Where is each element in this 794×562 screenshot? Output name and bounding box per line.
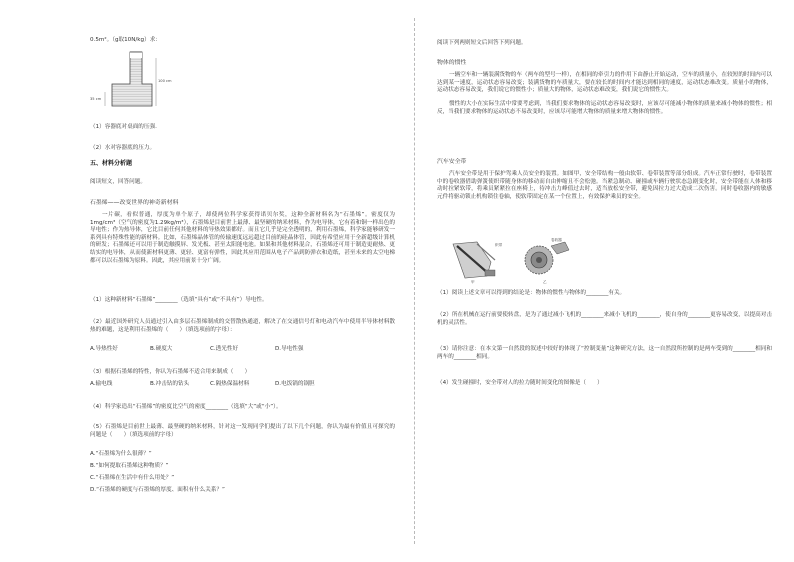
section-heading-5: 五、材料分析题 bbox=[90, 160, 133, 167]
question-b4: （4）发生碰撞时，安全带对人的拉力随时间变化的图像是（ ） bbox=[437, 380, 603, 386]
question-a5: （5）石墨烯是目前世上最薄、最坚硬的纳米材料，针对这一发现同学们提出了以下几个问题，你认为最有价值且可探究的问题是（ ）（填选项前的字母） bbox=[90, 424, 395, 438]
a3-option-d: D.电饭锅的锅胆 bbox=[275, 381, 315, 387]
a5-option-c: C.“石墨烯在生活中有什么用处？” bbox=[90, 475, 175, 481]
question-a2: （2）最近国外研究人员通过引入由多层石墨烯制成的交替散热通道，解决了在交通信号灯和电动汽车中使用半导体材料散热的难题，这是利用石墨烯的（ ）（填选项前的字母）： bbox=[90, 319, 395, 333]
a3-option-b: B.冲击钻的钻头 bbox=[150, 381, 190, 387]
label-100cm: 100 cm bbox=[158, 79, 172, 83]
a2-option-c: C.透光性好 bbox=[210, 346, 239, 352]
question-a3: （3）根据石墨烯的特性，你认为石墨烯不适合用来制成（ ） bbox=[90, 369, 251, 375]
article-title: 石墨烯——改变世界的神奇新材料 bbox=[90, 200, 179, 206]
container-figure bbox=[90, 48, 180, 110]
article-title-inertia: 物体的惯性 bbox=[437, 60, 467, 66]
seatbelt-paragraph: 汽车安全带是用于保护驾乘人员安全的装置。如图甲，安全带结构一般由软带、卷带装置等部分组成。汽车正常行驶时，卷带装置中的卷收器借助弹簧使织带随身体的移动而自由伸缩且不会松弛。当紧急制动、碰撞或车辆行驶状态急剧变化时，安全带能在人体和移动时拉紧软带，将乘员紧紧拉在座椅上，待冲击力峰值过去时，适当放松安全带，避免因拉力过大造成二次伤害。同时卷收器内的敏感元件将驱动锁止机构锁住卷轴，使软带固定在某一个位置上，有效保护乘员的安全。 bbox=[437, 171, 772, 200]
question-a4: （4）科学家造出“石墨烯”的密度比空气的密度________（选填“大”或“小”）。 bbox=[90, 404, 282, 410]
label-jia: 甲 bbox=[471, 280, 475, 284]
left-column bbox=[90, 0, 395, 562]
question-a1: （1）这种新材料“石墨烯”________（选填“具有”或“不具有”）导电性。 bbox=[90, 297, 268, 303]
question-b3: （3）请你注意：在本文第一自然段的叙述中较好的体现了“控制变量”这种研究方法，这一自然段所控制的是两车受到的________相同和两车的________相同。 bbox=[437, 346, 772, 360]
a2-option-b: B.硬度大 bbox=[150, 346, 173, 352]
sub-question-1: （1）容器底对桌面的压强. bbox=[90, 124, 157, 130]
label-webbing: 织带 bbox=[495, 243, 503, 247]
label-retractor: 卷收器 bbox=[551, 238, 562, 242]
a5-option-d: D.“石墨烯的硬度与石墨烯的厚度、面积有什么关系？” bbox=[90, 487, 225, 493]
a5-option-a: A.“石墨烯为什么很薄？” bbox=[90, 451, 152, 457]
a3-option-a: A.输电线 bbox=[90, 381, 113, 387]
seatbelt-figure bbox=[447, 236, 587, 284]
sub-question-2: （2）水对容器底的压力。 bbox=[90, 145, 156, 151]
column-divider bbox=[414, 18, 415, 544]
reading-instruction: 阅读短文，回答问题。 bbox=[90, 179, 146, 185]
question-continuation: 0.5m²。（g取10N/kg）求： bbox=[90, 37, 161, 43]
a3-option-c: C.隔热保温材料 bbox=[210, 381, 250, 387]
question-b1: （1）阅读上述文章可以得到的结论是：物体的惯性与物体的________有关。 bbox=[437, 290, 626, 296]
a5-option-b: B.“如何提取石墨烯这种物质？” bbox=[90, 463, 169, 469]
article-body: 一片碳，看似普通，厚度为单个原子，却使两位科学家获得诺贝尔奖，这种全新材料名为“石墨烯”。密度仅为1mg/cm³（空气的密度为1.29kg/m³），石墨烯是目前世上最薄、最坚硬的纳米材料，作为电导体，它有着和铜一样出色的导电性；作为热导体，它比目前任何其他材料的导热效果都好。而且它几乎是完全透明的，利用石墨烯，科学家能够研发一系列具有特殊性能的新材料。比如，石墨烯晶体管的传输速度远远超过目前的硅晶体管，因此有希望应用于全新超级计算机的研发；石墨烯还可以用于制造触摸屏、发光板、甚至太阳能电池。如果和其他材料混合，石墨烯还可用于制造更耐热、更结实的电导体，从而使新材料更薄、更轻、更富有弹性，因此其应用范围从电子产品到防弹衣和造纸，甚至未来的太空电梯都可以以石墨烯为原料。因此，其应用前景十分广阔。 bbox=[90, 212, 395, 264]
inertia-paragraph-1: 一辆空车和一辆装满货物的车（两车的型号一样），在相同的牵引力的作用下由静止开始运动，空车的质量小，在较短的时间内可以达到某一速度，运动状态容易改变；装满货物的车质量大，要在较长的时间内才能达到相同的速度，运动状态难改变。质量小的物体，运动状态容易改变，我们说它的惯性小；质量大的物体，运动状态难改变，我们说它的惯性大。 bbox=[437, 72, 772, 94]
reading-instruction-2: 阅读下列两则短文后回答下列问题。 bbox=[437, 40, 527, 46]
a2-option-d: D.导电性强 bbox=[275, 346, 304, 352]
right-column bbox=[437, 0, 772, 562]
label-35cm: 35 cm bbox=[90, 97, 102, 101]
article-title-seatbelt: 汽车安全带 bbox=[437, 159, 467, 165]
label-yi: 乙 bbox=[543, 280, 547, 284]
inertia-paragraph-2: 惯性的大小在实际生活中常要考虑到，当我们要求物体的运动状态容易改变时，应该尽可能减小物体的质量来减小物体的惯性；相反，当我们要求物体的运动状态不易改变时，应该尽可能增大物体的质量来增大物体的惯性。 bbox=[437, 101, 772, 115]
a2-option-a: A.导热性好 bbox=[90, 346, 118, 352]
question-b2: （2）所在机械在运行前要使转盘，是为了通过减小飞机的________来减小飞机的________，使自身的________更容易改变，以提高对击机的灵活性。 bbox=[437, 312, 772, 326]
